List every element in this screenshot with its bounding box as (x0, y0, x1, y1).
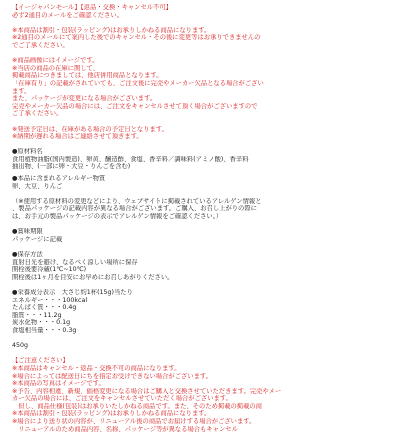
best-before-section (12, 228, 388, 243)
nutrition-row: 炭水化物・・・0.1g (12, 319, 71, 327)
caution-line: カー欠品の場合には、ご注文をキャンセルさせていただく場合がございます。 (12, 395, 232, 403)
caution-line: ※本商品はキャンセル・返品・交換不可の商品になります。 (12, 364, 181, 372)
allergen-note-line: は、お手元の製品パッケージの表示でアレルゲン情報をご確認ください。） (12, 213, 223, 221)
allergen-note-line: （※使用する原材料の変更などにより、ウェブサイトに掲載されているアレルゲン情報と (12, 197, 262, 205)
notice-line: ご了承ください。 (12, 110, 63, 118)
notice-line: また、パッケージが変更になる場合がございます。 (12, 95, 157, 103)
notice-line: ※当店の商品の在庫に関して、 (12, 64, 100, 72)
caution-line: リニューアルのため商品内容、名称、パッケージ等が異なる場合もキャンセル (12, 425, 238, 433)
caution-line: ※本商品は割引・包装(ラッピング)はお承りしかねる商品になります。 (12, 410, 211, 418)
caution-line: ※予告、内容相違、新規、価格変更になる場合はご購入と交換させていただきます。完売やメー (12, 387, 282, 395)
storage-line: 開栓後は1ヶ月を目安にお早めにお召しあがりください。 (12, 273, 174, 281)
caution-heading: 【ご注意ください】 (12, 357, 69, 365)
notice-line: ※発送予定日は、在庫がある場合の予定日となります。 (12, 125, 168, 133)
notice-line: 完売やメーカー欠品の場合には、ご注文をキャンセルさせて頂く場合がございますので (12, 102, 258, 110)
allergens-heading: ●本品に含まれるアレルギー物質 (12, 175, 106, 183)
ingredients-section (12, 148, 388, 171)
best-before-value: パッケージに記載 (12, 235, 63, 243)
notice-line: ます。 (12, 87, 31, 95)
nutrition-section (12, 289, 388, 335)
notice-line: ※納期が遅れる場合はご連絡させて頂きます。 (12, 133, 143, 141)
nutrition-row: たんぱく質・・・0.4g (12, 304, 77, 312)
storage-line: 開栓後要冷蔵(1℃~10℃) (12, 266, 87, 274)
notice-line: ※2通目のメールにて案内した後でのキャンセル・その後に変更等はお承りできませんの (12, 34, 261, 42)
header-subtitle: 必ず2通目のメールをご確認ください。 (12, 11, 123, 19)
best-before-heading: ●賞味期限 (12, 228, 43, 236)
header-notice (12, 4, 388, 19)
caution-line: ※場合により送り状の内容が、リニューアル後の商品でお届けする場合がございます。 (12, 418, 256, 426)
nutrition-row: エネルギー・・・100kcal (12, 296, 88, 304)
top-notice (12, 27, 388, 50)
notice-line: 掲載商品につきましては、他店併用商品となります。 (12, 72, 163, 80)
ingredients-line: 食用植物油脂(国内製造)、卵黄、醸造酢、食塩、香辛料／調味料(アミノ酸)、香辛料 (12, 155, 249, 163)
allergen-note (12, 198, 388, 221)
caution-line: ※本商品の写真はイメージです。 (12, 380, 105, 388)
allergen-note-line: 、製品パッケージの記載内容が異なる場合がございます。ご購入、お召し上がりの際に (12, 205, 257, 213)
notice-line: ※本商品は割引・包装(ラッピング)はお承りしかねる商品になります。 (12, 26, 211, 34)
caution-section (12, 357, 388, 433)
stock-notice (12, 57, 388, 118)
storage-section (12, 251, 388, 281)
nutrition-heading: ●栄養成分表示 大さじ約1杯(15g)当たり (12, 288, 133, 296)
caution-line: ※場合によっては配送日にちを指定お受けできない場合がございます。 (12, 372, 212, 380)
ingredients-heading: ●原材料名 (12, 148, 43, 156)
ingredients-line: 抽出物、(一部に卵・大豆・りんごを含む) (12, 163, 131, 171)
header-title: 【イージャパンモール】【返品・交換・キャンセル不可】 (12, 4, 172, 11)
allergens-section (12, 175, 388, 190)
storage-line: 直射日光を避け、なるべく涼しい場所に保存 (12, 258, 138, 266)
notice-line: ※商品画像にはイメージです。 (12, 57, 99, 65)
caution-line: 但し、商品仕様(包装)はお承りいたしかねる商品です。また、そのため掲載の掲載の商 (12, 402, 262, 410)
shipping-notice (12, 126, 388, 141)
net-weight: 450g (12, 342, 29, 350)
nutrition-row: 脂質・・・11.2g (12, 311, 62, 319)
allergens-value: 卵、大豆、りんご (12, 182, 63, 190)
notice-line: 「在庫有り」の記載がされていても、ご注文後に完売やメーカー欠品となる場合がござい (12, 79, 264, 87)
storage-heading: ●保存方法 (12, 251, 43, 258)
notice-line: でご了承ください。 (12, 41, 69, 49)
nutrition-row: 食塩相当量・・・0.3g (12, 326, 77, 334)
